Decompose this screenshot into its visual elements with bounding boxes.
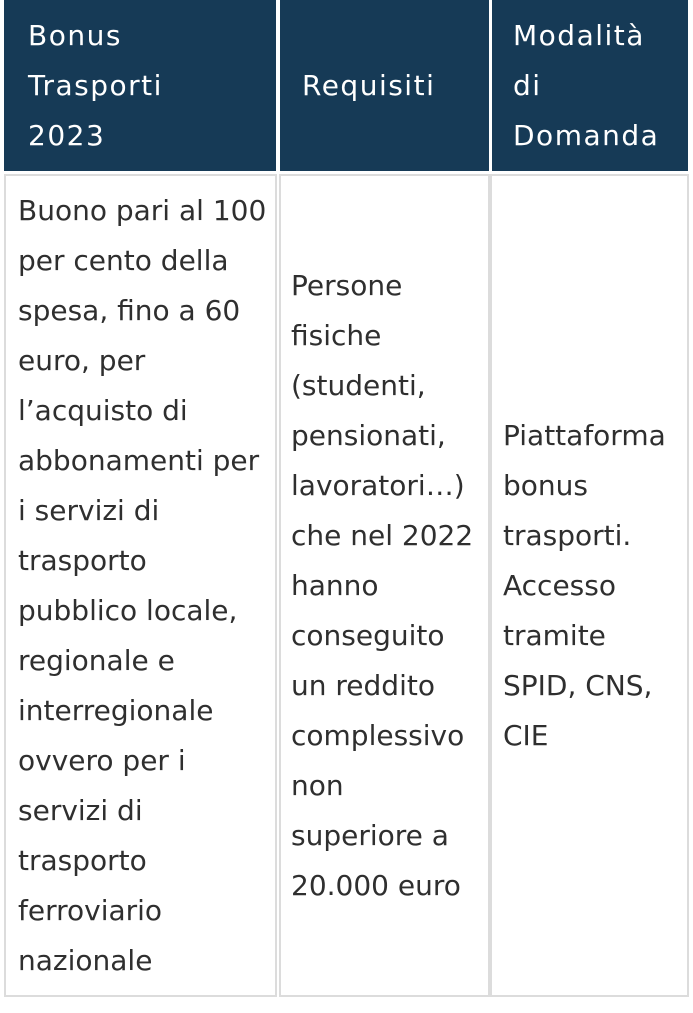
header-bonus-trasporti: [4, 0, 276, 171]
header-requisiti: [280, 0, 489, 171]
header-requisiti-label: Requisiti: [302, 68, 436, 102]
modalita-domanda-text: Piattaforma bonus trasporti. Accesso tramite SPID, CNS, CIE: [503, 418, 666, 752]
requisiti-text: Persone fisiche (studenti, pensionati, lavoratori…) che nel 2022 hanno conseguito un reddito complessivo non superiore a 20.000 euro: [291, 268, 474, 902]
cell-bonus-description: [4, 174, 277, 997]
header-modalita-domanda-label: Modalità di Domanda: [513, 18, 660, 152]
header-bonus-trasporti-label: Bonus Trasporti 2023: [28, 18, 163, 152]
cell-requisiti: [279, 174, 490, 997]
cell-modalita-domanda: [490, 174, 689, 997]
bonus-description-text: Buono pari al 100 per cento della spesa, fino a 60 euro, per l’acquisto di abbonamenti per i servizi di trasporto pubblico locale, regionale e interregionale ovvero per i servizi di trasporto ferroviario nazionale: [18, 193, 267, 977]
bonus-table: [3, 0, 689, 997]
header-modalita-domanda: [492, 0, 688, 171]
